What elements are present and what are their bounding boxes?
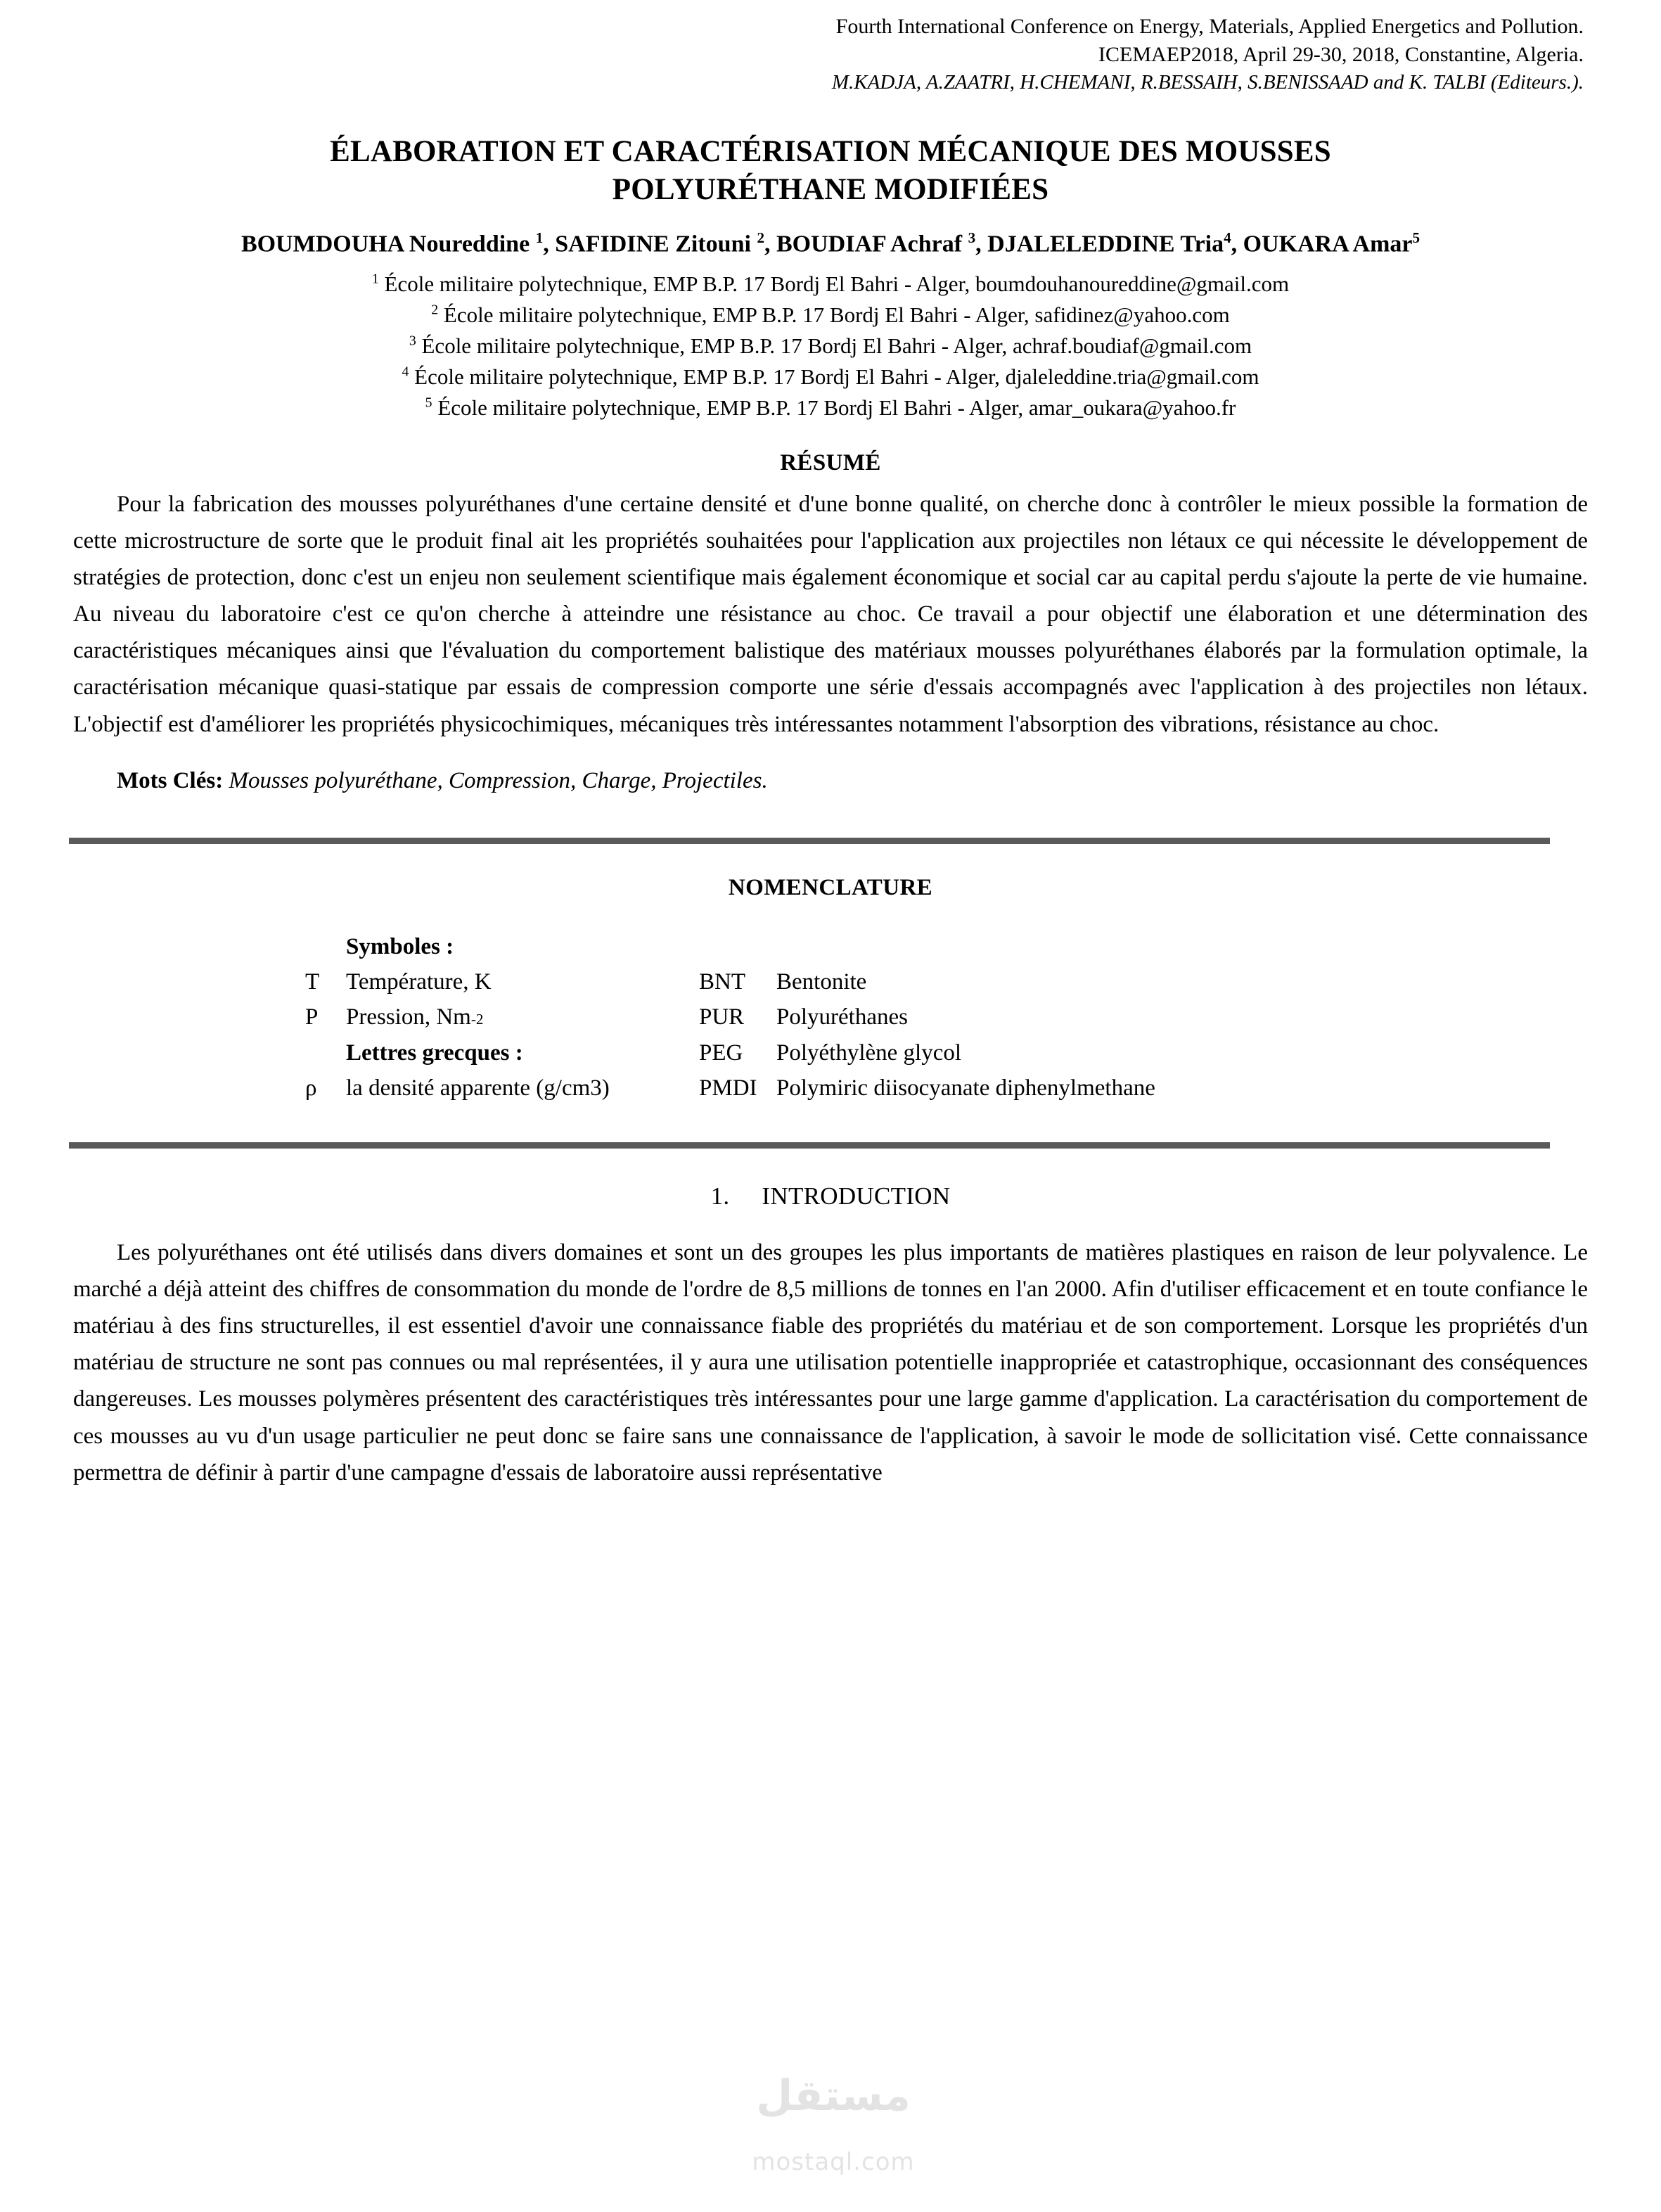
author-name: OUKARA Amar [1243, 230, 1413, 257]
nomenclature-abbreviation-description: Polyéthylène glycol [776, 1040, 962, 1066]
nomenclature-subheading: Symboles : [346, 934, 454, 960]
nomenclature-abbreviation-description: Bentonite [776, 969, 867, 995]
author-separator: , [543, 230, 556, 257]
author-separator: , [764, 230, 776, 257]
affiliation-line [73, 300, 1588, 331]
author-affiliation-marker: 4 [1224, 229, 1231, 246]
nomenclature-right-cell [699, 1070, 1155, 1106]
page-title [73, 133, 1588, 209]
nomenclature-symbol: P [305, 1004, 319, 1030]
nomenclature-unit-exponent: -2 [470, 1011, 484, 1028]
nomenclature-abbreviation: PUR [699, 1004, 745, 1030]
affiliation-line [73, 392, 1588, 423]
abstract-heading: RÉSUMÉ [780, 449, 881, 475]
author-affiliation-marker: 1 [535, 229, 544, 246]
nomenclature-left-cell [305, 1035, 699, 1070]
affiliation-marker: 5 [425, 395, 432, 411]
author-list [73, 229, 1588, 259]
nomenclature-row [305, 1035, 1588, 1070]
author-affiliation-marker: 2 [757, 229, 764, 246]
nomenclature-row [305, 1070, 1588, 1106]
nomenclature-right-cell [699, 1035, 961, 1070]
keywords-values: Mousses polyuréthane, Compression, Charge, Projectiles. [223, 767, 768, 793]
nomenclature-symbol: T [305, 969, 320, 995]
affiliation-line [73, 362, 1588, 392]
affiliation-list [73, 269, 1588, 423]
nomenclature-bottom-rule [69, 1142, 1550, 1149]
introduction-heading [73, 1182, 1588, 1210]
nomenclature-abbreviation: PEG [699, 1040, 743, 1066]
nomenclature-heading: NOMENCLATURE [728, 875, 933, 901]
keywords [73, 764, 1588, 799]
affiliation-line [73, 269, 1588, 300]
abstract-body: Pour la fabrication des mousses polyuréthanes d'une certaine densité et d'une bonne qualité, on cherche donc à contrôler le mieux possible la formation de cette microstructure de sorte que le produit final ait les propriétés souhaitées pour l'application aux projectiles non létaux ce qui nécessite le développement de stratégies de protection, donc c'est un enjeu non seulement scientifique mais également économique et social car au capital perdu s'ajoute la perte de vie humaine. Au niveau du laboratoire c'est ce qu'on cherche à atteindre une résistance au choc. Ce travail a pour objectif une élaboration et une détermination des caractéristiques mécaniques ainsi que l'évaluation du comportement balistique des matériaux mousses polyuréthanes élaborés par la formulation optimale, la caractérisation mécanique quasi-statique par essais de compression comporte une série d'essais accompagnés avec l'application à des projectiles non létaux. L'objectif est d'améliorer les propriétés physicochimiques, mécaniques très intéressantes notamment l'absorption des vibrations, résistance au choc. [73, 491, 1588, 737]
conference-editors: M.KADJA, A.ZAATRI, H.CHEMANI, R.BESSAIH, S.BENISSAAD and K. TALBI (Editeurs.). [831, 71, 1584, 94]
affiliation-marker: 3 [409, 333, 416, 349]
conference-header [73, 13, 1584, 96]
nomenclature-subheading: Lettres grecques : [346, 1040, 523, 1066]
watermark [717, 2071, 949, 2176]
nomenclature-abbreviation: PMDI [699, 1075, 757, 1101]
conference-date-location: ICEMAEP2018, April 29-30, 2018, Constantine, Algeria. [1098, 43, 1584, 67]
nomenclature-left-cell [305, 964, 699, 999]
nomenclature-row [305, 929, 1588, 964]
introduction-body: Les polyuréthanes ont été utilisés dans divers domaines et sont un des groupes les plus importants de matières plastiques en raison de leur polyvalence. Le marché a déjà atteint des chiffres de consommation du monde de l'ordre de 8,5 millions de tonnes en l'an 2000. Afin d'utiliser efficacement et en toute confiance le matériau à des fins structurelles, il est essentiel d'avoir une connaissance fiable des propriétés du matériau et de son comportement. Lorsque les propriétés d'un matériau de structure ne sont pas connues ou mal représentées, il y aura une utilisation potentielle inappropriée et catastrophique, occasionnant des conséquences dangereuses. Les mousses polymères présentent des caractéristiques très intéressantes pour une large gamme d'application. La caractérisation du comportement de ces mousses au vu d'un usage particulier ne peut donc se faire sans une connaissance de l'application, à savoir le mode de sollicitation visé. Cette connaissance permettra de définir à partir d'une campagne d'essais de laboratoire aussi représentative [73, 1239, 1588, 1485]
author-separator: , [1231, 230, 1243, 257]
author-separator: , [975, 230, 988, 257]
watermark-logo: مستقل [756, 2071, 911, 2121]
introduction-number: 1. [710, 1182, 730, 1210]
author-affiliation-marker: 5 [1412, 229, 1420, 246]
affiliation-text: École militaire polytechnique, EMP B.P. 17 Bordj El Bahri - Alger, safidinez@yahoo.com [438, 302, 1230, 327]
nomenclature-abbreviation-description: Polymiric diisocyanate diphenylmethane [776, 1075, 1155, 1101]
affiliation-marker: 1 [371, 271, 379, 287]
watermark-text: mostaql.com [752, 2148, 915, 2176]
page-title-line-1: ÉLABORATION ET CARACTÉRISATION MÉCANIQUE DES MOUSSES [330, 135, 1331, 169]
nomenclature-row [305, 964, 1588, 999]
nomenclature-left-cell [305, 1070, 699, 1106]
nomenclature-left-cell [305, 999, 699, 1035]
author-affiliation-marker: 3 [968, 229, 976, 246]
author-name: DJALELEDDINE Tria [987, 230, 1224, 257]
nomenclature-table [73, 929, 1588, 1106]
affiliation-text: École militaire polytechnique, EMP B.P. 17 Bordj El Bahri - Alger, achraf.boudiaf@gmail.com [416, 333, 1252, 358]
nomenclature-symbol: ρ [305, 1075, 317, 1101]
author-name: SAFIDINE Zitouni [555, 230, 757, 257]
page-title-line-2: POLYURÉTHANE MODIFIÉES [612, 173, 1049, 207]
author-name: BOUDIAF Achraf [776, 230, 968, 257]
affiliation-text: École militaire polytechnique, EMP B.P. 17 Bordj El Bahri - Alger, djaleleddine.tria@gmail.com [409, 364, 1259, 389]
nomenclature-right-cell [699, 999, 908, 1035]
nomenclature-abbreviation-description: Polyuréthanes [776, 1004, 908, 1030]
nomenclature-row [305, 999, 1588, 1035]
nomenclature-symbol-description: Pression, Nm [346, 1004, 471, 1030]
affiliation-text: École militaire polytechnique, EMP B.P. 17 Bordj El Bahri - Alger, amar_oukara@yahoo.fr [432, 395, 1236, 420]
keywords-label: Mots Clés: [117, 767, 224, 793]
affiliation-line [73, 331, 1588, 362]
affiliation-text: École militaire polytechnique, EMP B.P. 17 Bordj El Bahri - Alger, boumdouhanoureddine@gmail.com [378, 271, 1290, 296]
nomenclature-abbreviation: BNT [699, 969, 745, 995]
nomenclature-symbol-description: Température, K [346, 969, 492, 995]
conference-name: Fourth International Conference on Energy, Materials, Applied Energetics and Pollution. [835, 15, 1584, 38]
affiliation-marker: 2 [431, 302, 439, 318]
nomenclature-top-rule [69, 838, 1550, 844]
author-name: BOUMDOUHA Noureddine [241, 230, 536, 257]
nomenclature-right-cell [699, 964, 866, 999]
affiliation-marker: 4 [402, 364, 409, 380]
introduction-title: INTRODUCTION [762, 1182, 951, 1210]
nomenclature-left-cell [305, 929, 699, 964]
nomenclature-symbol-description: la densité apparente (g/cm3) [346, 1075, 610, 1101]
